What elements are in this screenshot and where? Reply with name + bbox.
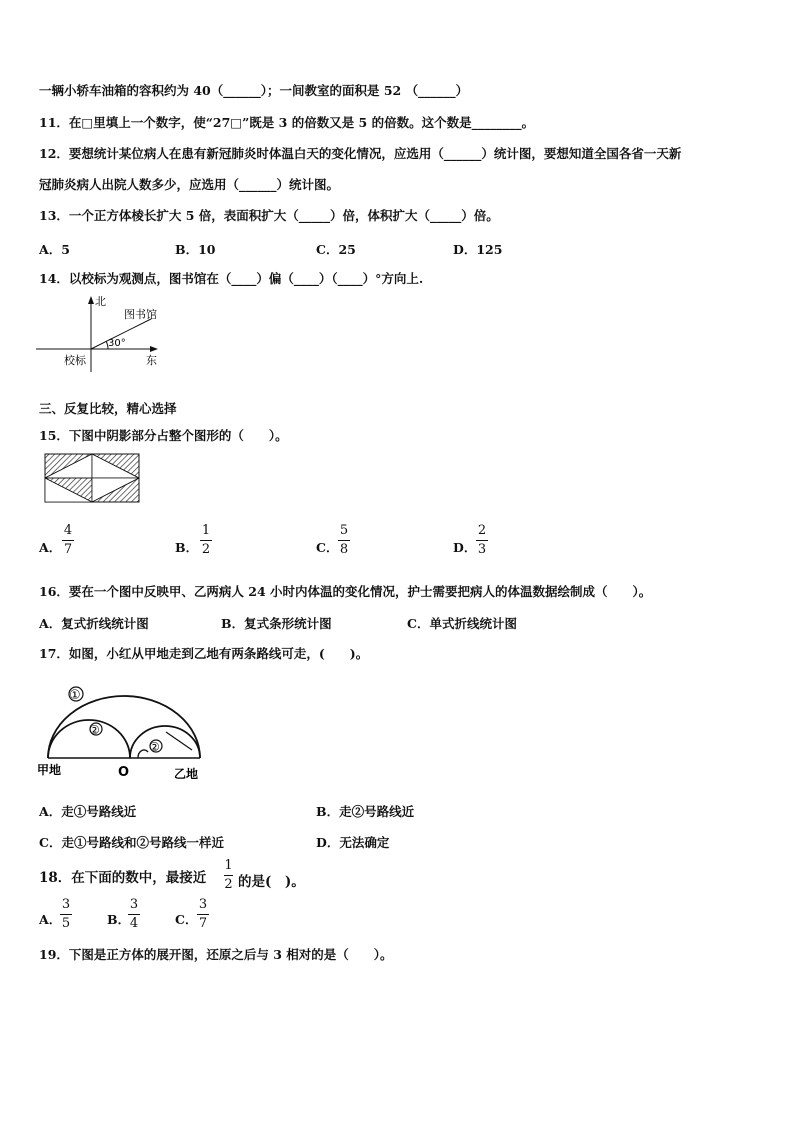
q17-option-a: A．走①号路线近 <box>39 804 137 819</box>
q18-option-c-fraction: 3 7 <box>198 897 208 931</box>
start-label: 甲地 <box>37 763 62 777</box>
route-1-label: ① <box>69 688 81 703</box>
route-2-label-right: ② <box>149 740 160 754</box>
q17-option-d: D．无法确定 <box>316 835 390 850</box>
question-11: 11．在□里填上一个数字，使“27□”既是 3 的倍数又是 5 的倍数。这个数是________。 <box>39 115 535 130</box>
q17-option-c: C．走①号路线和②号路线一样近 <box>39 835 224 850</box>
question-16: 16．要在一个图中反映甲、乙两病人 24 小时内体温的变化情况，护士需要把病人的体温数据绘制成（ ）。 <box>39 584 652 599</box>
question-18-start: 18．在下面的数中，最接近 <box>39 870 207 886</box>
question-19: 19．下图是正方体的展开图，还原之后与 3 相对的是（ ）。 <box>39 947 393 962</box>
q16-option-c: C．单式折线统计图 <box>407 616 517 631</box>
q15-option-c-label: C． <box>316 540 339 555</box>
angle-label: 30° <box>108 338 126 349</box>
question-18-end: 的是( )。 <box>238 874 305 890</box>
q18-option-b-label: B． <box>107 912 131 927</box>
q14-direction-diagram <box>36 292 176 374</box>
north-label: 北 <box>95 295 106 308</box>
q17-option-b: B．走②号路线近 <box>316 804 415 819</box>
question-12-line1: 12．要想统计某位病人在患有新冠肺炎时体温白天的变化情况，应选用（______）统计图，要想知道全国各省一天新 <box>39 146 682 161</box>
q13-option-d: D．125 <box>453 242 503 257</box>
q15-option-b-fraction: 1 2 <box>201 523 211 557</box>
q18-option-c-label: C． <box>175 912 198 927</box>
q15-option-d-fraction: 2 3 <box>477 523 487 557</box>
q16-option-b: B．复式条形统计图 <box>221 616 332 631</box>
q18-option-a-label: A． <box>39 912 62 927</box>
q15-shaded-figure <box>44 453 140 503</box>
route-2-label-left: ② <box>89 723 100 737</box>
origin-label: 校标 <box>64 354 86 367</box>
question-14: 14．以校标为观测点，图书馆在（____）偏（____）（____）°方向上. <box>39 271 424 286</box>
question-15: 15．下图中阴影部分占整个图形的（ ）。 <box>39 428 288 443</box>
q15-option-a-label: A． <box>39 540 62 555</box>
east-label: 东 <box>146 354 157 367</box>
section-3-heading: 三、反复比较，精心选择 <box>39 401 177 416</box>
question-17: 17．如图，小红从甲地走到乙地有两条路线可走，( )。 <box>39 646 369 661</box>
q15-option-a-fraction: 4 7 <box>63 523 73 557</box>
q13-option-a: A．5 <box>39 242 70 257</box>
question-12-line2: 冠肺炎病人出院人数多少，应选用（______）统计图。 <box>39 177 340 192</box>
q13-option-b: B．10 <box>175 242 216 257</box>
end-label: 乙地 <box>174 767 199 781</box>
q15-option-c-fraction: 5 8 <box>339 523 349 557</box>
q18-option-b-fraction: 3 4 <box>129 897 139 931</box>
q17-route-diagram <box>36 684 216 784</box>
question-10-tail: 一辆小轿车油箱的容积约为 40（______）；一间教室的面积是 52 （______） <box>39 83 469 98</box>
q18-half-fraction: 1 2 <box>224 858 233 892</box>
q15-option-b-label: B． <box>175 540 199 555</box>
q13-option-c: C．25 <box>316 242 356 257</box>
center-label: O <box>118 765 130 780</box>
q15-option-d-label: D． <box>453 540 477 555</box>
q18-option-a-fraction: 3 5 <box>61 897 71 931</box>
library-label: 图书馆 <box>124 308 157 321</box>
question-13: 13．一个正方体棱长扩大 5 倍，表面积扩大（_____）倍，体积扩大（_____）倍。 <box>39 208 499 223</box>
q16-option-a: A．复式折线统计图 <box>39 616 149 631</box>
